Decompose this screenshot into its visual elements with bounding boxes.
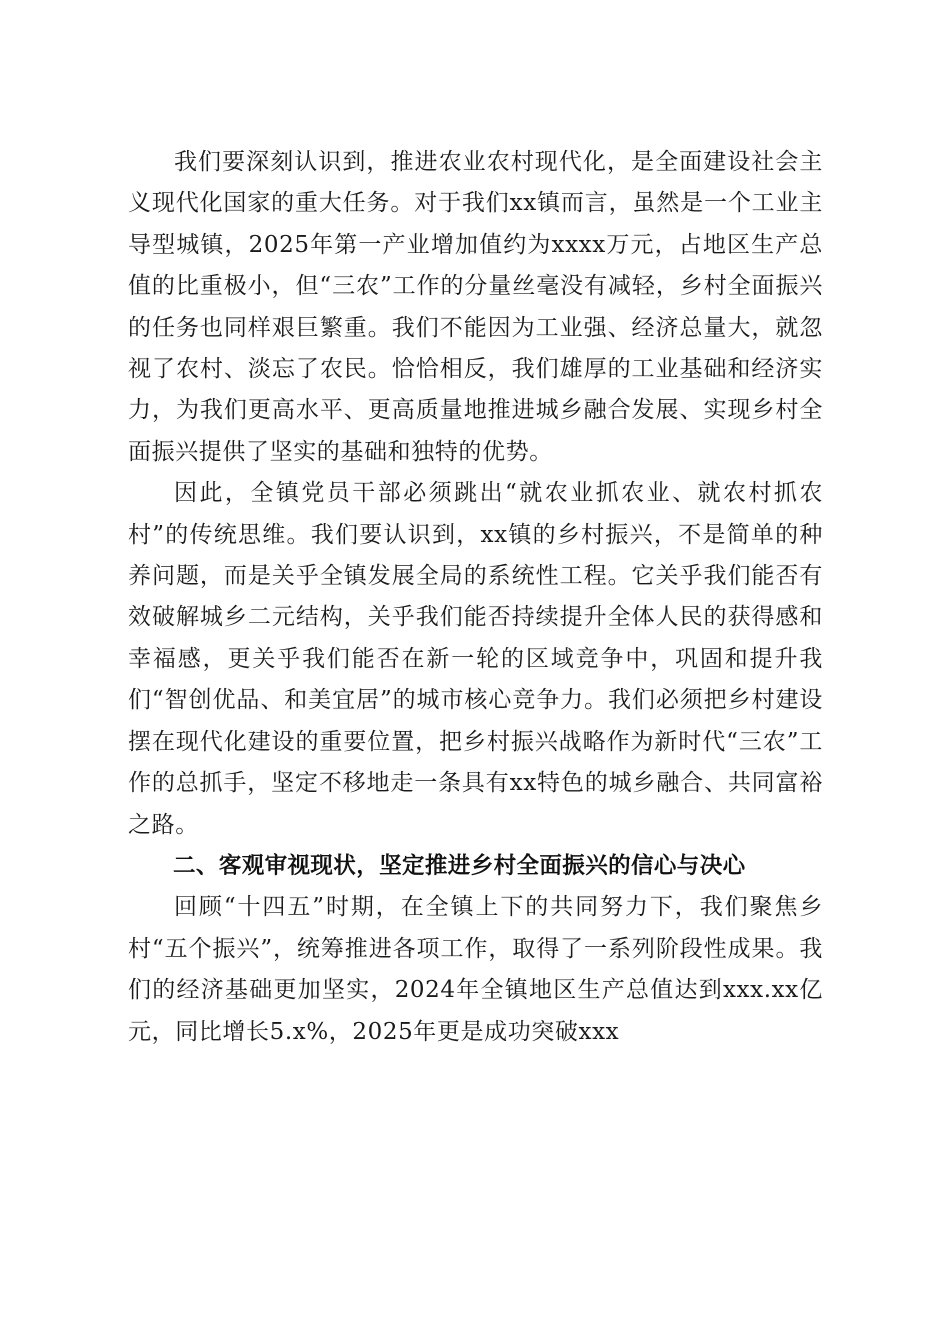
- paragraph-importance-of-agriculture: 我们要深刻认识到，推进农业农村现代化，是全面建设社会主义现代化国家的重大任务。对于我们xx镇而言，虽然是一个工业主导型城镇，2025年第一产业增加值约为xxxx万元，占地区生产总值的比重极小，但“三农”工作的分量丝毫没有减轻，乡村全面振兴的任务也同样艰巨繁重。我们不能因为工业强、经济总量大，就忽视了农村、淡忘了农民。恰恰相反，我们雄厚的工业基础和经济实力，为我们更高水平、更高质量地推进城乡融合发展、实现乡村全面振兴提供了坚实的基础和独特的优势。: [128, 149, 823, 465]
- paragraph-break-traditional-thinking: 因此，全镇党员干部必须跳出“就农业抓农业、就农村抓农村”的传统思维。我们要认识到，xx镇的乡村振兴，不是简单的种养问题，而是关乎全镇发展全局的系统性工程。它关乎我们能否有效破解城乡二元结构，关乎我们能否持续提升全体人民的获得感和幸福感，更关乎我们能否在新一轮的区域竞争中，巩固和提升我们“智创优品、和美宜居”的城市核心竞争力。我们必须把乡村建设摆在现代化建设的重要位置，把乡村振兴战略作为新时代“三农”工作的总抓手，坚定不移地走一条具有xx特色的城乡融合、共同富裕之路。: [128, 480, 823, 838]
- paragraph-review-achievements: 回顾“十四五”时期，在全镇上下的共同努力下，我们聚焦乡村“五个振兴”，统筹推进各项工作，取得了一系列阶段性成果。我们的经济基础更加坚实，2024年全镇地区生产总值达到xxx.xx亿元，同比增长5.x%，2025年更是成功突破xxx: [128, 894, 823, 1045]
- document-body: [128, 142, 823, 1053]
- section-heading-objective-review: 二、客观审视现状，坚定推进乡村全面振兴的信心与决心: [173, 852, 746, 879]
